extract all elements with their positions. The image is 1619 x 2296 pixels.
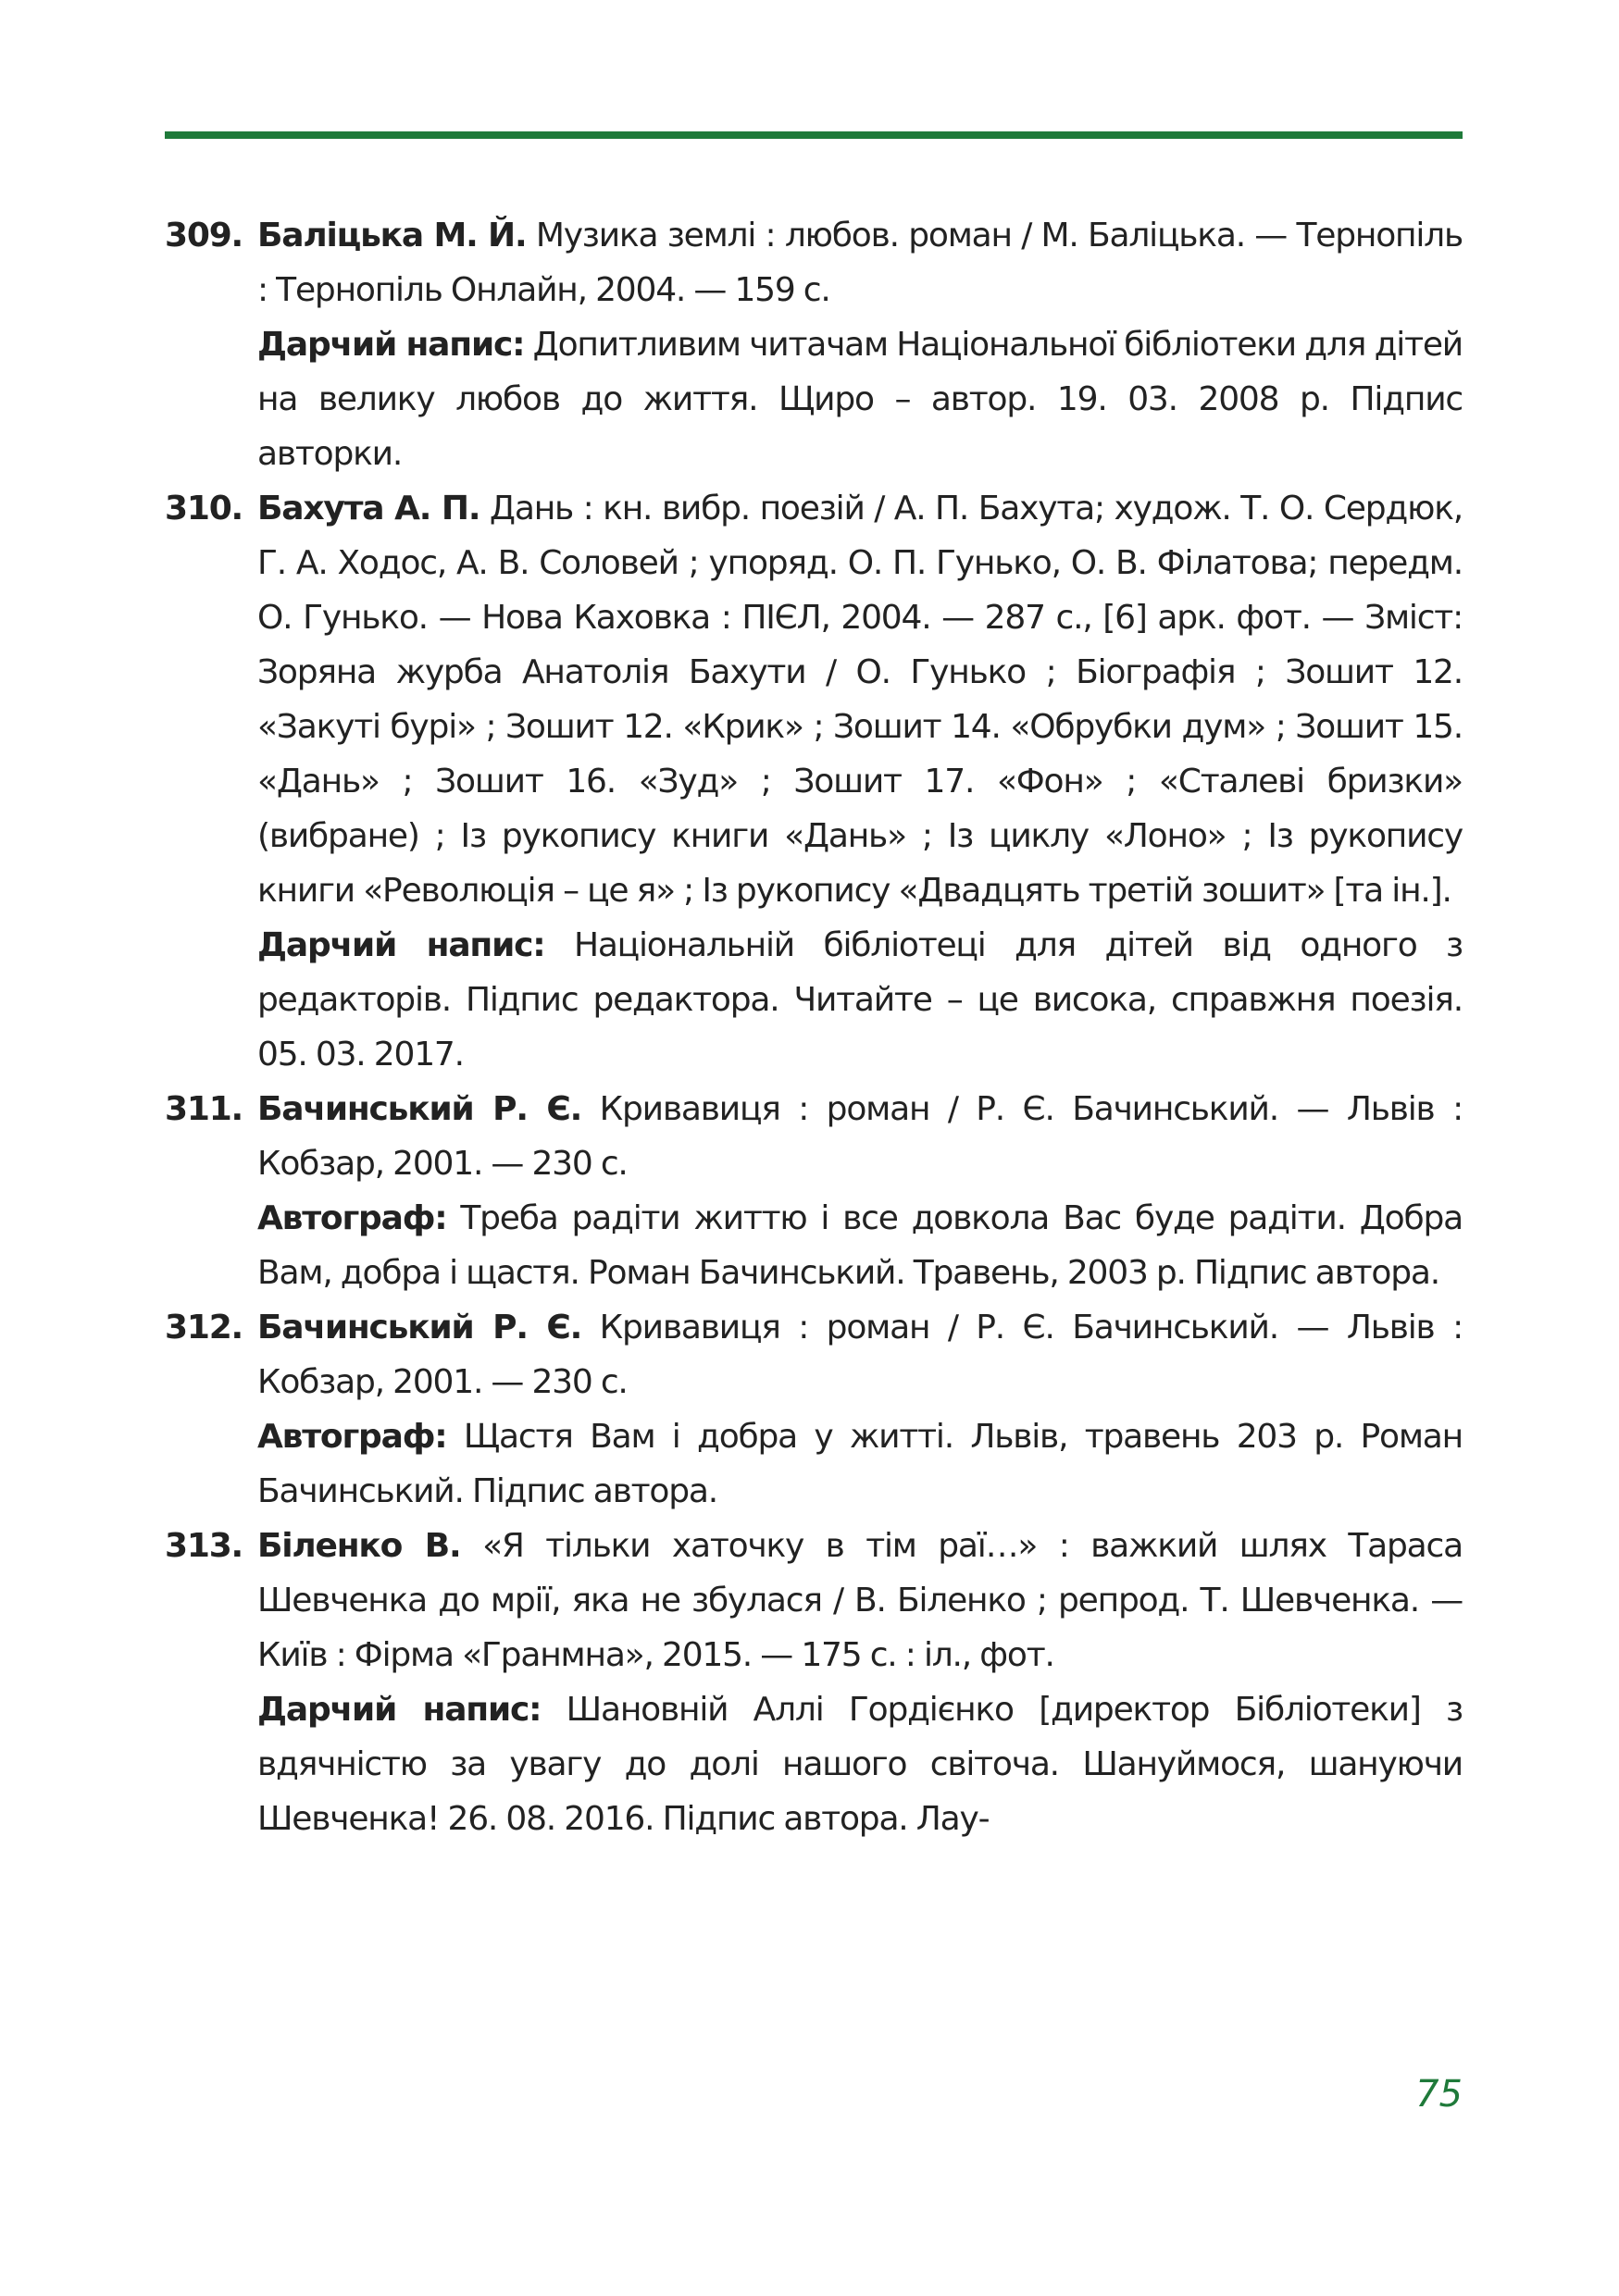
entry-note (257, 1409, 1463, 1519)
entry-note-label: Автограф: (257, 1418, 447, 1456)
entry-author: Баліцька М. Й. (257, 217, 527, 254)
entry-number: 311. (165, 1090, 243, 1128)
bibliography-entry-310 (165, 481, 1463, 1082)
entry-note-label: Автограф: (257, 1199, 447, 1237)
bibliography-entry-313 (165, 1519, 1463, 1846)
entry-note-text: Треба радіти життю і все довкола Вас буде радіти. Добра Вам, добра і щастя. Роман Бачинський. Травень, 2003 р. Підпис автора. (257, 1199, 1463, 1292)
entry-author: Бачинський Р. Є. (257, 1309, 582, 1347)
entry-note (257, 1682, 1463, 1846)
entry-note-label: Дарчий напис: (257, 926, 545, 964)
page-number: 75 (1415, 2073, 1463, 2116)
entry-description (257, 1300, 1463, 1409)
entry-number: 312. (165, 1309, 243, 1347)
entry-note (257, 1191, 1463, 1300)
entry-text: Кривавиця : роман / Р. Є. Бачинський. — Львів : Кобзар, 2001. — 230 с. (257, 1309, 1463, 1401)
entry-number: 313. (165, 1527, 243, 1565)
header-rule (165, 131, 1463, 139)
entry-description (257, 1082, 1463, 1191)
entry-note (257, 918, 1463, 1082)
bibliography-list (165, 208, 1463, 1846)
entry-text: Музика землі : любов. роман / М. Баліцька. — Тернопіль : Тернопіль Онлайн, 2004. — 159 с. (257, 217, 1463, 309)
entry-note-text: Шановній Аллі Гордієнко [директор Бібліотеки] з вдячністю за увагу до долі нашого світоча. Шануймося, шануючи Шевченка! 26. 08. 2016. Підпис автора. Лау- (257, 1691, 1463, 1838)
entry-note-text: Національній бібліотеці для дітей від одного з редакторів. Підпис редактора. Читайте – це висока, справжня поезія. 05. 03. 2017. (257, 926, 1463, 1074)
entry-author: Біленко В. (257, 1527, 461, 1565)
entry-note (257, 317, 1463, 481)
entry-description (257, 1519, 1463, 1682)
entry-author: Бахута А. П. (257, 490, 480, 527)
entry-text: Дань : кн. вибр. поезій / А. П. Бахута; худож. Т. О. Сердюк, Г. А. Ходос, А. В. Соловей ; упоряд. О. П. Гунько, О. В. Філатова; передм. О. Гунько. — Нова Каховка : ПІЄЛ, 2004. — 287 с., [6] арк. фот. — Зміст: Зоряна журба Анатолія Бахути / О. Гунько ; Біографія ; Зошит 12. «Закуті бурі» ; Зошит 12. «Крик» ; Зошит 14. «Обрубки дум» ; Зошит 15. «Дань» ; Зошит 16. «Зуд» ; Зошит 17. «Фон» ; «Сталеві бризки» (вибране) ; Із рукопису книги «Дань» ; Із циклу «Лоно» ; Із рукопису книги «Революція – це я» ; Із рукопису «Двадцять третій зошит» [та ін.]. (257, 490, 1463, 910)
entry-number: 309. (165, 217, 243, 254)
entry-text: Кривавиця : роман / Р. Є. Бачинський. — Львів : Кобзар, 2001. — 230 с. (257, 1090, 1463, 1183)
bibliography-entry-311 (165, 1082, 1463, 1300)
entry-note-label: Дарчий напис: (257, 1691, 542, 1729)
bibliography-entry-309 (165, 208, 1463, 481)
entry-description (257, 208, 1463, 317)
entry-text: «Я тільки хаточку в тім раї…» : важкий шлях Тараса Шевченка до мрії, яка не збулася / В. Біленко ; репрод. Т. Шевченка. — Київ : Фірма «Гранмна», 2015. — 175 с. : іл., фот. (257, 1527, 1463, 1674)
entry-note-label: Дарчий напис: (257, 326, 525, 364)
bibliography-entry-312 (165, 1300, 1463, 1519)
entry-description (257, 481, 1463, 918)
entry-number: 310. (165, 490, 243, 527)
entry-note-text: Допитливим читачам Національної бібліотеки для дітей на велику любов до життя. Щиро – автор. 19. 03. 2008 р. Підпис авторки. (257, 326, 1463, 473)
entry-note-text: Щастя Вам і добра у житті. Львів, травень 203 р. Роман Бачинський. Підпис автора. (257, 1418, 1463, 1510)
entry-author: Бачинський Р. Є. (257, 1090, 582, 1128)
